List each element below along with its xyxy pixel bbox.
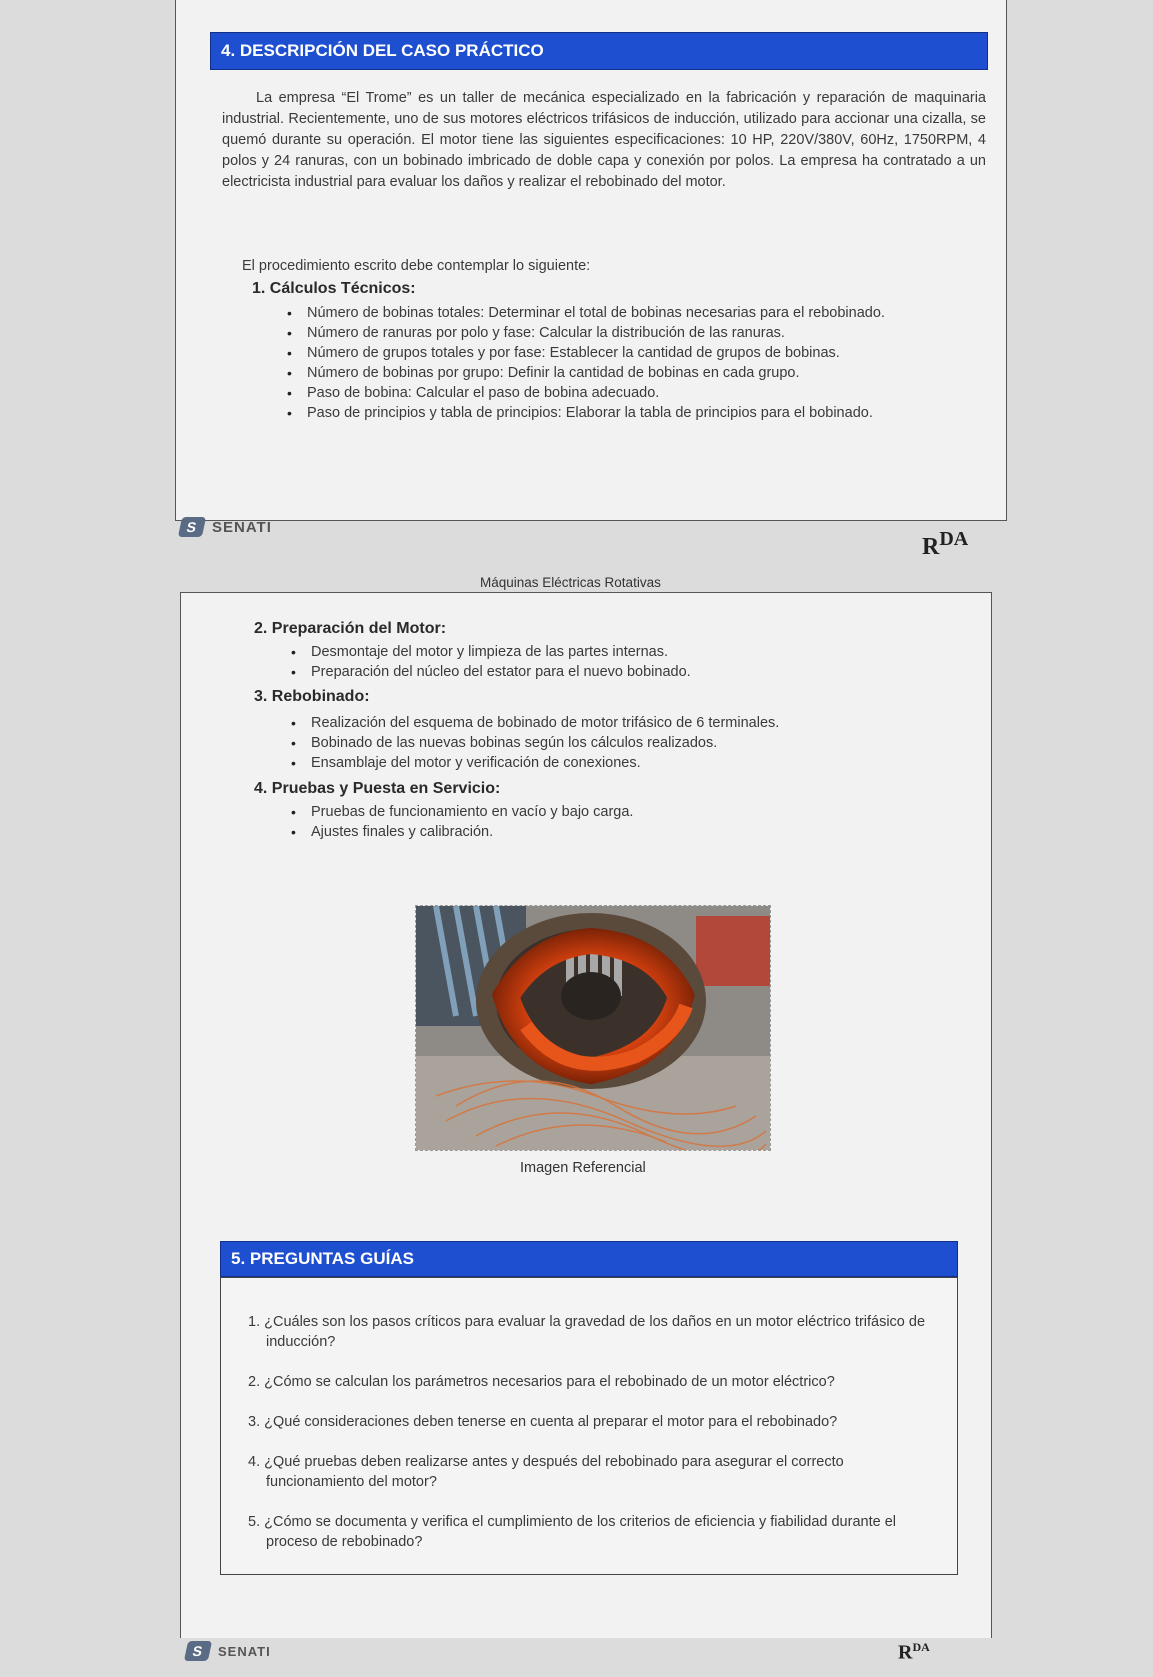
list-item: 1. ¿Cuáles son los pasos críticos para evaluar la gravedad de los daños en un motor eléctrico trifásico de inducción? [248, 1314, 926, 1350]
list-item: • Número de bobinas totales: Determinar el total de bobinas necesarias para el rebobinado. [282, 304, 982, 323]
list-item: • Pruebas de funcionamiento en vacío y bajo carga. [286, 803, 946, 822]
rda-mark [922, 528, 968, 561]
rda-letter: R [922, 534, 940, 560]
list-item: • Número de grupos totales y por fase: Establecer la cantidad de grupos de bobinas. [282, 344, 982, 363]
guide-questions [248, 1312, 938, 1572]
step-4-title: 4. Pruebas y Puesta en Servicio: [254, 780, 501, 797]
list-item: • Número de ranuras por polo y fase: Calcular la distribución de las ranuras. [282, 324, 982, 343]
list-item: • Número de bobinas por grupo: Definir la cantidad de bobinas en cada grupo. [282, 364, 982, 383]
senati-logo [180, 517, 272, 537]
rda-mark-bottom [898, 1640, 930, 1665]
step-1-list [282, 304, 982, 424]
list-item: 3. ¿Qué consideraciones deben tenerse en cuenta al preparar el motor para el rebobinado? [248, 1414, 838, 1430]
list-item: 2. ¿Cómo se calculan los parámetros necesarios para el rebobinado de un motor eléctrico? [248, 1374, 835, 1390]
case-description: La empresa “El Trome” es un taller de mecánica especializado en la fabricación y reparación de maquinaria industrial. Recientemente, uno de sus motores eléctricos trifásicos de inducción, utilizado para accionar una cizalla, se quemó durante su operación. El motor tiene las siguientes especificaciones: 10 HP, 220V/380V, 60Hz, 1750RPM, 4 polos y 24 ranuras, con un bobinado imbricado de doble capa y conexión por polos. La empresa ha contratado a un electricista industrial para evaluar los daños y realizar el rebobinado del motor. [222, 90, 986, 190]
senati-logo-icon: S [184, 1641, 212, 1661]
procedure-intro: El procedimiento escrito debe contemplar lo siguiente: [242, 258, 591, 274]
step-3-title: 3. Rebobinado: [254, 688, 370, 705]
step-2-title: 2. Preparación del Motor: [254, 620, 447, 637]
step-4-list [286, 803, 946, 843]
list-item: 4. ¿Qué pruebas deben realizarse antes y después del rebobinado para asegurar el correcto funcionamiento del motor? [248, 1454, 844, 1490]
step-2-list [286, 643, 946, 683]
senati-logo-bottom [186, 1641, 271, 1661]
list-item: • Preparación del núcleo del estator para el nuevo bobinado. [286, 663, 946, 682]
list-item: 5. ¿Cómo se documenta y verifica el cumplimiento de los criterios de eficiencia y fiabilidad durante el proceso de rebobinado? [248, 1514, 896, 1550]
section-5-header [220, 1241, 958, 1277]
list-item: • Ajustes finales y calibración. [286, 823, 946, 842]
subject-header: Máquinas Eléctricas Rotativas [480, 575, 661, 590]
section-4-header [210, 32, 988, 70]
brand-name: SENATI [218, 1643, 271, 1659]
step-1-title: 1. Cálculos Técnicos: [252, 280, 416, 297]
senati-logo-icon: S [178, 517, 206, 537]
motor-stator-photo [415, 905, 771, 1151]
rda-sup: DA [912, 1640, 930, 1654]
rda-letter: R [898, 1641, 913, 1664]
list-item: • Bobinado de las nuevas bobinas según los cálculos realizados. [286, 734, 946, 753]
list-item: • Desmontaje del motor y limpieza de las partes internas. [286, 643, 946, 662]
rda-sup: DA [939, 528, 969, 550]
section-4-title: 4. DESCRIPCIÓN DEL CASO PRÁCTICO [221, 41, 544, 60]
list-item: • Realización del esquema de bobinado de motor trifásico de 6 terminales. [286, 714, 946, 733]
list-item: • Paso de principios y tabla de principios: Elaborar la tabla de principios para el bobinado. [282, 404, 982, 423]
motor-photo-drawing [416, 906, 770, 1150]
list-item: • Ensamblaje del motor y verificación de conexiones. [286, 754, 946, 773]
image-caption: Imagen Referencial [520, 1160, 646, 1176]
section-5-title: 5. PREGUNTAS GUÍAS [231, 1249, 414, 1268]
step-3-list [286, 714, 946, 774]
list-item: • Paso de bobina: Calcular el paso de bobina adecuado. [282, 384, 982, 403]
brand-name: SENATI [212, 518, 272, 536]
